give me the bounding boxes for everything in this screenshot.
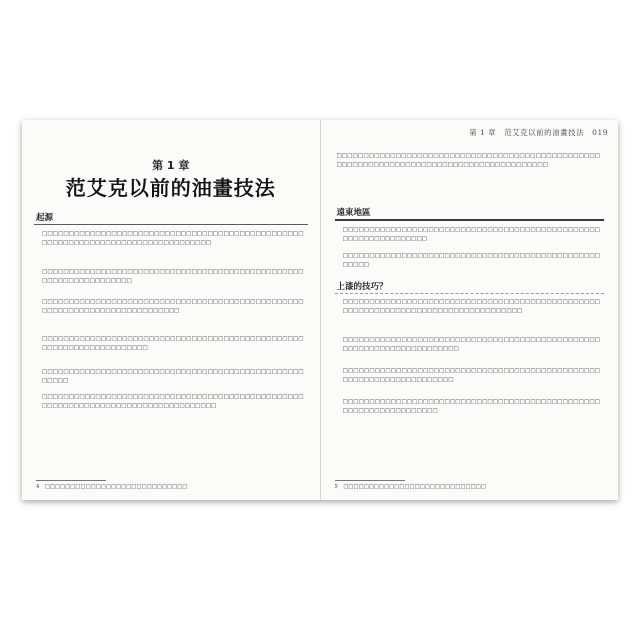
paragraph: □□□□□□□□□□□□□□□□□□□□□□□□□□□□□□□□□□□□□□□□□□□□□□□□□□□□□□□□□□□□□□□□□□□□□□□□□□□□□□□□□□□□□□□□□ — [336, 153, 600, 168]
section-title-far-east: 遠東地區 — [336, 208, 371, 218]
chapter-label: 第 1 章 — [152, 159, 190, 172]
book-spread — [22, 120, 618, 500]
right-page — [321, 120, 619, 500]
footnote-rule — [335, 480, 405, 481]
section-rule — [34, 224, 308, 225]
paragraph: □□□□□□□□□□□□□□□□□□□□□□□□□□□□□□□□□□□□□□□□□□□□□□□□□□□□□□□□□□□□□□□□□□ — [342, 399, 600, 414]
paragraph: □□□□□□□□□□□□□□□□□□□□□□□□□□□□□□□□□□□□□□□□□□□□□□□□□□□□□□□□□□□□□□□□ — [342, 227, 600, 242]
section-title-origins: 起源 — [36, 213, 54, 223]
paragraph: □□□□□□□□□□□□□□□□□□□□□□□□□□□□□□□□□□□□□□□□□□□□□□□□□□□□□□□□□□□□□□□□□□□□□□□□□□□ — [42, 299, 304, 314]
paragraph: □□□□□□□□□□□□□□□□□□□□□□□□□□□□□□□□□□□□□□□□□□□□□□□□□□□□□□ — [42, 369, 304, 384]
paragraph: □□□□□□□□□□□□□□□□□□□□□□□□□□□□□□□□□□□□□□□□□□□□□□□□□□□□□□□□□□□□□□□□□□□□□□□□□□□□□□□□□ — [42, 231, 304, 246]
paragraph: □□□□□□□□□□□□□□□□□□□□□□□□□□□□□□□□□□□□□□□□□□□□□□□□□□□□□□□□□□□□□□□□□□□□□ — [342, 368, 600, 383]
subsection-rule — [335, 293, 605, 294]
running-head: 第 1 章 范艾克以前的油畫技法 019 — [469, 128, 608, 137]
footnote: 5 □□□□□□□□□□□□□□□□□□□□□□□□□□□□ — [334, 484, 486, 490]
paragraph: □□□□□□□□□□□□□□□□□□□□□□□□□□□□□□□□□□□□□□□□□□□□□□□□□□□□□□□□□□□□□□□□□□□□□□□□□□□□□□□□□□ — [42, 394, 304, 409]
section-rule — [335, 219, 605, 221]
left-page — [22, 120, 321, 500]
paragraph: □□□□□□□□□□□□□□□□□□□□□□□□□□□□□□□□□□□□□□□□□□□□□□□□□□□□□□□□□□□□□□□□□□ — [42, 269, 304, 284]
chapter-title: 范艾克以前的油畫技法 — [65, 176, 276, 200]
paragraph: □□□□□□□□□□□□□□□□□□□□□□□□□□□□□□□□□□□□□□□□□□□□□□□□□□□□□ — [342, 253, 600, 268]
paragraph: □□□□□□□□□□□□□□□□□□□□□□□□□□□□□□□□□□□□□□□□□□□□□□□□□□□□□□□□□□□□□□□□□□□□□ — [42, 336, 304, 351]
paragraph: □□□□□□□□□□□□□□□□□□□□□□□□□□□□□□□□□□□□□□□□□□□□□□□□□□□□□□□□□□□□□□□□□□□□□□□□□□□□□□□□□□ — [342, 299, 600, 314]
footnote: 4 □□□□□□□□□□□□□□□□□□□□□□□□□□□□ — [36, 484, 188, 490]
paragraph: □□□□□□□□□□□□□□□□□□□□□□□□□□□□□□□□□□□□□□□□□□□□□□□□□□□□□□□□□□□□□□□□□□□□□□ — [342, 337, 600, 352]
footnote-rule — [36, 480, 106, 481]
subsection-title: 上漆的技巧？ — [336, 282, 388, 292]
